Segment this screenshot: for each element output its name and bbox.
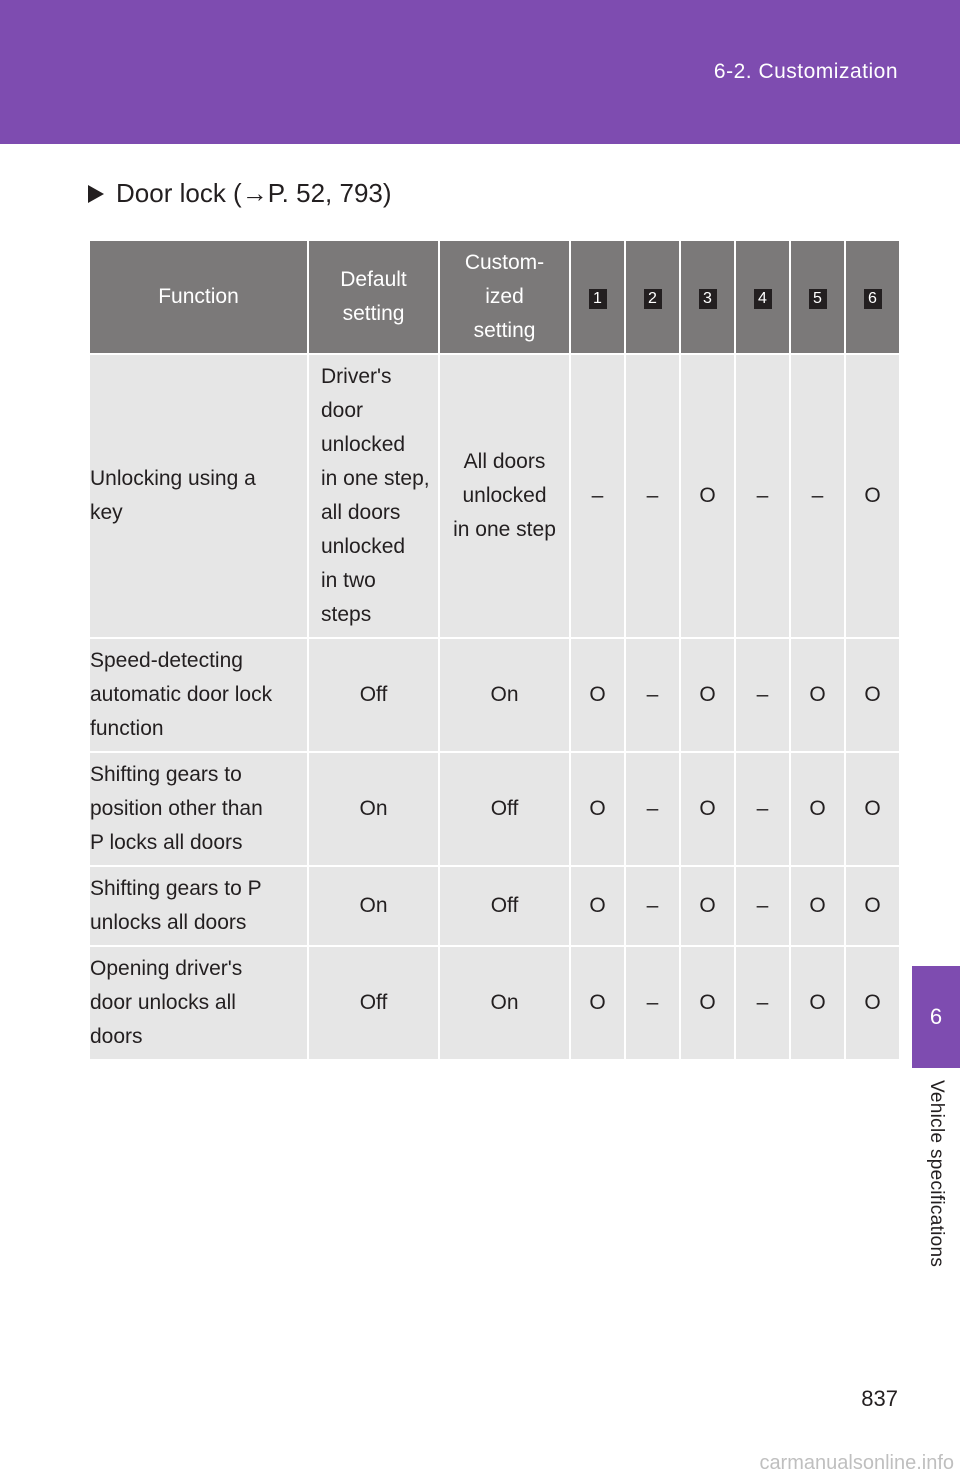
table-row [89, 354, 900, 638]
custom-cell [439, 354, 570, 638]
header-col-1 [570, 240, 625, 354]
custom-cell-line: unlocked [462, 484, 547, 507]
availability-mark: O [680, 638, 735, 752]
default-cell-line: unlocked [321, 433, 406, 456]
table-row [89, 946, 900, 1060]
default-cell-line: Driver's [321, 365, 392, 388]
function-cell-line: door unlocks all [90, 991, 236, 1014]
header-band [0, 0, 960, 144]
header-default-line: setting [342, 302, 405, 325]
section-heading-text: Door lock (→P. 52, 793) [116, 178, 392, 208]
availability-mark: – [735, 638, 790, 752]
number-badge: 3 [699, 289, 717, 309]
custom-cell [439, 946, 570, 1060]
function-cell-line: Shifting gears to [90, 763, 242, 786]
availability-mark: O [845, 638, 900, 752]
number-badge: 2 [644, 289, 662, 309]
availability-mark: – [790, 354, 845, 638]
default-cell [308, 752, 439, 866]
function-cell-line: Shifting gears to P [90, 877, 262, 900]
custom-cell-line: All doors [463, 450, 546, 473]
function-cell [89, 946, 308, 1060]
function-cell [89, 638, 308, 752]
availability-mark: O [570, 638, 625, 752]
default-cell [308, 638, 439, 752]
function-cell [89, 354, 308, 638]
availability-mark: – [735, 354, 790, 638]
default-cell [308, 354, 439, 638]
header-custom-line: setting [473, 319, 536, 342]
custom-cell-line: On [490, 991, 519, 1014]
availability-mark: – [625, 752, 680, 866]
availability-mark: O [680, 752, 735, 866]
header-col-5 [790, 240, 845, 354]
function-cell-line: key [90, 501, 123, 524]
chapter-number: 6 [929, 1004, 943, 1029]
custom-cell [439, 638, 570, 752]
availability-mark: – [625, 946, 680, 1060]
number-badge: 6 [864, 289, 882, 309]
default-cell-line: On [359, 797, 388, 820]
default-cell-line: Off [359, 991, 388, 1014]
function-cell-line: automatic door lock [90, 683, 273, 706]
availability-mark: – [735, 752, 790, 866]
section-title: 6-2. Customization [713, 60, 898, 83]
page-number: 837 [861, 1386, 898, 1411]
custom-cell-line: in one step [453, 518, 556, 541]
function-cell-line: function [90, 717, 164, 740]
header-default-line: Default [340, 268, 407, 291]
availability-mark: – [735, 946, 790, 1060]
chapter-label [912, 1080, 960, 1290]
section-heading [88, 178, 392, 209]
table-row [89, 866, 900, 946]
customization-table [88, 239, 901, 1061]
function-cell-line: P locks all doors [90, 831, 243, 854]
header-custom-line: ized [485, 285, 524, 308]
availability-mark: O [845, 752, 900, 866]
availability-mark: O [845, 946, 900, 1060]
availability-mark: O [570, 946, 625, 1060]
availability-mark: O [845, 866, 900, 946]
availability-mark: O [570, 752, 625, 866]
chapter-label-text: Vehicle specifications [926, 1080, 947, 1268]
triangle-bullet-icon [88, 185, 104, 203]
number-badge: 5 [809, 289, 827, 309]
header-col-2 [625, 240, 680, 354]
header-custom [439, 240, 570, 354]
header-col-4 [735, 240, 790, 354]
function-cell [89, 752, 308, 866]
availability-mark: – [625, 354, 680, 638]
function-cell-line: Opening driver's [90, 957, 243, 980]
default-cell [308, 946, 439, 1060]
function-cell-line: unlocks all doors [90, 911, 247, 934]
table-body [89, 354, 900, 1060]
availability-mark: O [790, 638, 845, 752]
table-row [89, 638, 900, 752]
availability-mark: – [570, 354, 625, 638]
chapter-tab[interactable] [912, 966, 960, 1068]
custom-cell [439, 866, 570, 946]
availability-mark: O [680, 354, 735, 638]
custom-cell [439, 752, 570, 866]
default-cell-line: Off [359, 683, 388, 706]
availability-mark: O [845, 354, 900, 638]
function-cell [89, 866, 308, 946]
default-cell-line: door [321, 399, 364, 422]
header-col-6 [845, 240, 900, 354]
function-cell-line: doors [90, 1025, 143, 1048]
availability-mark: O [680, 866, 735, 946]
table-header-row [89, 240, 900, 354]
default-cell-line: On [359, 894, 388, 917]
custom-cell-line: Off [490, 797, 519, 820]
header-function: Function [89, 240, 308, 354]
watermark: carmanualsonline.info [759, 1452, 954, 1474]
default-cell-line: all doors [321, 501, 401, 524]
availability-mark: – [625, 866, 680, 946]
availability-mark: O [570, 866, 625, 946]
default-cell [308, 866, 439, 946]
default-cell-line: in two [321, 569, 376, 592]
availability-mark: O [790, 752, 845, 866]
number-badge: 1 [589, 289, 607, 309]
availability-mark: O [790, 866, 845, 946]
default-cell-line: unlocked [321, 535, 406, 558]
table-row [89, 752, 900, 866]
default-cell-line: steps [321, 603, 372, 626]
availability-mark: O [790, 946, 845, 1060]
header-custom-line: Custom- [464, 251, 545, 274]
header-default [308, 240, 439, 354]
custom-cell-line: On [490, 683, 519, 706]
availability-mark: O [680, 946, 735, 1060]
custom-cell-line: Off [490, 894, 519, 917]
function-cell-line: Unlocking using a [90, 467, 256, 490]
function-cell-line: position other than [90, 797, 263, 820]
default-cell-line: in one step, [321, 467, 430, 490]
function-cell-line: Speed-detecting [90, 649, 243, 672]
header-col-3 [680, 240, 735, 354]
number-badge: 4 [754, 289, 772, 309]
availability-mark: – [735, 866, 790, 946]
availability-mark: – [625, 638, 680, 752]
